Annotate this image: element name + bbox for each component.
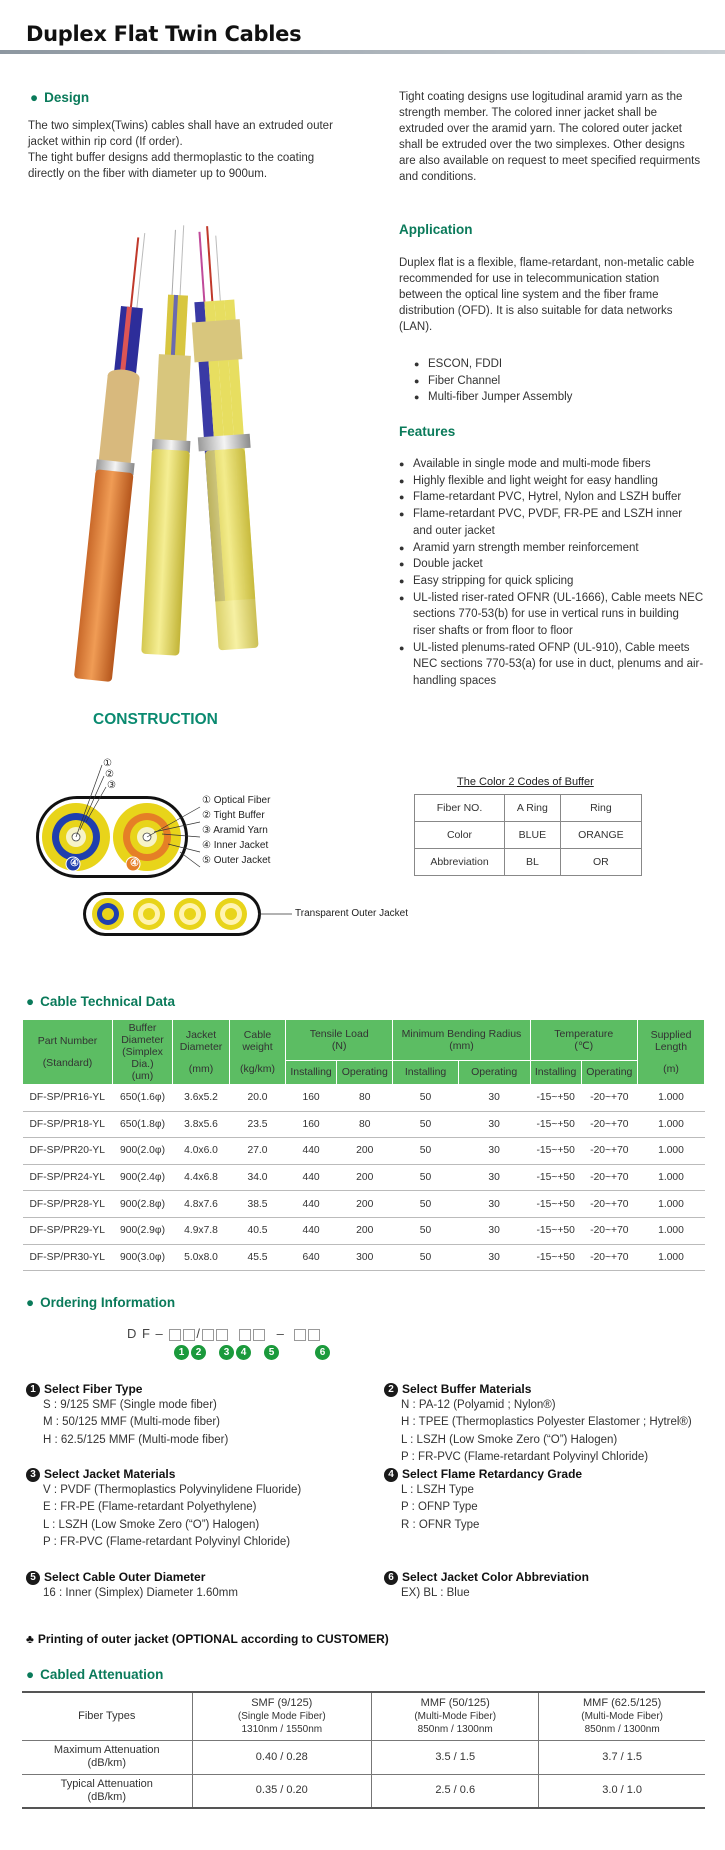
table-cell: 1.000 [638,1244,705,1271]
table-cell: DF-SP/PR28-YL [23,1191,113,1218]
page-title: Duplex Flat Twin Cables [26,22,302,46]
table-cell: 30 [458,1217,530,1244]
table-cell: -15~+50 [530,1138,581,1165]
order-option: R : OFNR Type [401,1518,480,1531]
att-row-label [22,1740,192,1774]
table-cell: 50 [393,1244,458,1271]
table-cell: 30 [458,1085,530,1112]
order-option: P : FR-PVC (Flame-retardant Polyvinyl Chloride) [401,1451,649,1464]
order-option: M : 50/125 MMF (Multi-mode fiber) [43,1416,221,1429]
table-cell: 80 [337,1085,393,1112]
table-cell: 4.4x6.8 [173,1164,230,1191]
tech-table-body [23,1085,705,1271]
construction-labels [202,793,270,868]
table-cell: 440 [286,1191,337,1218]
table-cell: 50 [393,1085,458,1112]
feature-item: ● Flame-retardant PVC, Hytrel, Nylon and LSZH buffer [399,489,704,506]
table-cell: 30 [458,1138,530,1165]
codes-cell: Ring [560,795,641,822]
col-jacket: Jacket Diameter (mm) [173,1020,230,1085]
ordering-heading: ● Ordering Information [26,1295,176,1310]
att-row [22,1774,705,1808]
table-cell: -15~+50 [530,1111,581,1138]
table-cell: 4.8x7.6 [173,1191,230,1218]
construction-label: ④ Inner Jacket [202,840,269,851]
table-cell: 1.000 [638,1111,705,1138]
club-icon: ♣ [26,1632,34,1646]
att-value: 3.5 / 1.5 [372,1740,539,1774]
application-item: ● ESCON, FDDI [414,356,704,373]
feature-item: ● Double jacket [399,556,704,573]
construction-label: ③ Aramid Yarn [202,825,268,836]
table-cell: 20.0 [230,1085,286,1112]
table-cell: -20~+70 [581,1085,637,1112]
table-cell: 50 [393,1191,458,1218]
order-option: S : 9/125 SMF (Single mode fiber) [43,1398,217,1411]
att-col-mmf625 [539,1692,705,1740]
codes-cell: OR [560,849,641,876]
att-col-smf [192,1692,372,1740]
att-value: 3.7 / 1.5 [539,1740,705,1774]
order-group-title-text: Select Jacket Color Abbreviation [402,1570,589,1584]
table-cell: 80 [337,1111,393,1138]
table-cell: 50 [393,1217,458,1244]
construction-label: ⑤ Outer Jacket [202,855,271,866]
order-group-flame [384,1467,719,1534]
table-cell: 30 [458,1164,530,1191]
att-value: 0.40 / 0.28 [192,1740,372,1774]
att-fiber-types: Fiber Types [22,1692,192,1740]
order-group-title [26,1382,366,1397]
marker-1: ① [103,758,112,769]
table-cell: 200 [337,1138,393,1165]
order-group-title [384,1382,719,1397]
table-row [23,1217,705,1244]
table-cell: 640 [286,1244,337,1271]
order-group-title [384,1467,719,1482]
table-cell: DF-SP/PR24-YL [23,1164,113,1191]
att-col-line: SMF (9/125) [251,1696,313,1709]
order-option: EX) BL : Blue [401,1586,470,1599]
table-cell: 200 [337,1217,393,1244]
att-col-line: 850nm / 1300nm [584,1723,660,1735]
order-num-badge: 4 [384,1468,398,1482]
tech-heading: ● Cable Technical Data [26,994,175,1009]
table-cell: DF-SP/PR29-YL [23,1217,113,1244]
table-cell: 440 [286,1138,337,1165]
order-option: E : FR-PE (Flame-retardant Polyethylene) [43,1501,257,1514]
table-cell: DF-SP/PR30-YL [23,1244,113,1271]
att-row-label-1: Maximum Attenuation [53,1744,160,1756]
table-cell: -15~+50 [530,1191,581,1218]
table-cell: 1.000 [638,1138,705,1165]
color-codes-title: The Color 2 Codes of Buffer [457,776,594,788]
table-cell: 4.9x7.8 [173,1217,230,1244]
att-row-label-1: Typical Attenuation [60,1777,153,1790]
design-paragraph-2: The tight buffer designs add thermoplastic to the coating directly on the fiber with diameter up to 900um. [28,152,315,180]
table-cell: -20~+70 [581,1111,637,1138]
table-cell: 50 [393,1111,458,1138]
sub-operating: Operating [458,1060,530,1084]
table-cell: 900(2.8φ) [113,1191,173,1218]
marker-4-left: ④ [70,858,79,869]
codes-row [415,849,642,876]
design-heading: ● Design [30,90,90,105]
construction-label: ② Tight Buffer [202,810,265,821]
table-cell: -15~+50 [530,1085,581,1112]
construction-label: ① Optical Fiber [202,795,271,806]
order-option: 16 : Inner (Simplex) Diameter 1.60mm [43,1586,238,1599]
table-cell: 3.6x5.2 [173,1085,230,1112]
table-cell: 1.000 [638,1164,705,1191]
col-weight: Cable weight (kg/km) [230,1020,286,1085]
att-col-mmf50 [372,1692,539,1740]
design-text [28,118,333,182]
printing-note: ♣ Printing of outer jacket (OPTIONAL according to CUSTOMER) [26,1632,389,1646]
col-temp: Temperature (℃) [530,1020,637,1061]
order-num-2: 2 [191,1344,206,1360]
feature-item: ● Aramid yarn strength member reinforcement [399,540,704,557]
table-cell: 23.5 [230,1111,286,1138]
table-cell: 27.0 [230,1138,286,1165]
order-num-6: 6 [315,1344,330,1360]
att-body [22,1740,705,1808]
table-cell: 1.000 [638,1085,705,1112]
codes-cell: A Ring [505,795,561,822]
codes-row [415,822,642,849]
order-num-badge: 6 [384,1571,398,1585]
color-codes-table [414,794,642,876]
table-row [23,1085,705,1112]
feature-item: ● UL-listed riser-rated OFNR (UL-1666), Cable meets NEC sections 770-53(b) for use in vertical runs in building riser shafts or from floor to floor [399,590,704,640]
feature-item: ● UL-listed plenums-rated OFNP (UL-910), Cable meets NEC sections 770-53(a) for use in duct, plenums and air-handling spaces [399,640,704,690]
col-supplied: Supplied Length (m) [638,1020,705,1085]
sub-operating: Operating [337,1060,393,1084]
feature-item: ● Highly flexible and light weight for easy handling [399,473,704,490]
table-cell: -20~+70 [581,1217,637,1244]
att-col-line: MMF (50/125) [420,1696,490,1709]
codes-cell: ORANGE [560,822,641,849]
features-heading: Features [399,424,456,439]
table-cell: 38.5 [230,1191,286,1218]
att-col-line: (Multi-Mode Fiber) [581,1710,663,1722]
order-group-title [26,1467,366,1482]
order-group-fiber-type [26,1382,366,1449]
order-option: P : OFNP Type [401,1501,478,1514]
table-cell: 1.000 [638,1191,705,1218]
order-group-buffer [384,1382,719,1467]
table-row [23,1138,705,1165]
sub-operating: Operating [581,1060,637,1084]
table-cell: DF-SP/PR18-YL [23,1111,113,1138]
table-cell: 440 [286,1164,337,1191]
order-num-badge: 3 [26,1468,40,1482]
attenuation-heading: ● Cabled Attenuation [26,1667,164,1682]
codes-cell: Color [415,822,505,849]
order-group-color [384,1570,719,1602]
table-cell: 45.5 [230,1244,286,1271]
features-list [399,456,704,690]
table-cell: 160 [286,1085,337,1112]
table-cell: 900(3.0φ) [113,1244,173,1271]
order-group-title [26,1570,366,1585]
table-cell: -20~+70 [581,1191,637,1218]
table-cell: 30 [458,1244,530,1271]
order-group-title-text: Select Flame Retardancy Grade [402,1467,583,1481]
col-bend: Minimum Bending Radius (mm) [393,1020,530,1061]
title-rule [0,50,725,54]
attenuation-table [22,1691,705,1809]
table-cell: -20~+70 [581,1138,637,1165]
col-buffer: Buffer Diameter (Simplex Dia.) (um) [113,1020,173,1085]
att-value: 0.35 / 0.20 [192,1774,372,1808]
codes-cell: BLUE [505,822,561,849]
table-cell: 40.5 [230,1217,286,1244]
table-row [23,1164,705,1191]
table-cell: 3.8x5.6 [173,1111,230,1138]
table-cell: 50 [393,1138,458,1165]
feature-item: ● Flame-retardant PVC, PVDF, FR-PE and LSZH inner and outer jacket [399,506,704,539]
order-code: D F – / – [127,1326,321,1341]
application-heading: Application [399,222,473,237]
order-group-title-text: Select Jacket Materials [44,1467,176,1481]
att-col-line: 850nm / 1300nm [417,1723,493,1735]
order-num-badge: 2 [384,1383,398,1397]
marker-3: ③ [107,780,116,791]
att-value: 2.5 / 0.6 [372,1774,539,1808]
table-row [23,1244,705,1271]
application-item: ● Fiber Channel [414,373,704,390]
sub-installing: Installing [530,1060,581,1084]
order-option: L : LSZH (Low Smoke Zero (“O”) Halogen) [401,1433,618,1446]
marker-2: ② [105,769,114,780]
table-cell: 900(2.4φ) [113,1164,173,1191]
construction-heading: CONSTRUCTION [93,711,218,728]
att-col-line: (Multi-Mode Fiber) [414,1710,497,1722]
table-cell: 440 [286,1217,337,1244]
att-row-label [22,1774,192,1808]
codes-cell: Abbreviation [415,849,505,876]
att-col-line: (Single Mode Fiber) [237,1710,326,1722]
table-cell: 160 [286,1111,337,1138]
order-num-badge: 1 [26,1383,40,1397]
marker-4-right: ④ [130,858,139,869]
table-cell: 200 [337,1164,393,1191]
table-cell: 900(2.9φ) [113,1217,173,1244]
order-group-title-text: Select Fiber Type [44,1382,143,1396]
codes-cell: Fiber NO. [415,795,505,822]
table-cell: DF-SP/PR20-YL [23,1138,113,1165]
tech-table [22,1019,705,1271]
table-cell: 900(2.0φ) [113,1138,173,1165]
table-cell: 50 [393,1164,458,1191]
transparent-jacket-label: Transparent Outer Jacket [295,908,409,919]
table-cell: 1.000 [638,1217,705,1244]
table-cell: 200 [337,1191,393,1218]
design-paragraph-1: The two simplex(Twins) cables shall have an extruded outer jacket within rip cord (If order). [28,120,333,148]
order-group-diameter [26,1570,366,1602]
order-group-title-text: Select Cable Outer Diameter [44,1570,206,1584]
order-option: H : TPEE (Thermoplastics Polyester Elastomer ; Hytrel®) [401,1416,692,1429]
table-cell: 34.0 [230,1164,286,1191]
order-option: V : PVDF (Thermoplastics Polyvinylidene Fluoride) [43,1483,302,1496]
table-cell: 650(1.8φ) [113,1111,173,1138]
table-cell: 30 [458,1111,530,1138]
order-option: P : FR-PVC (Flame-retardant Polyvinyl Chloride) [43,1536,291,1549]
table-cell: -15~+50 [530,1244,581,1271]
table-cell: -20~+70 [581,1244,637,1271]
table-cell: 300 [337,1244,393,1271]
table-cell: 30 [458,1191,530,1218]
order-num-1: 1 [174,1344,189,1360]
att-value: 3.0 / 1.0 [539,1774,705,1808]
order-group-title [384,1570,719,1585]
sub-installing: Installing [286,1060,337,1084]
codes-cell: BL [505,849,561,876]
application-item: ● Multi-fiber Jumper Assembly [414,389,704,406]
order-group-jacket [26,1467,366,1552]
col-tensile: Tensile Load (N) [286,1020,393,1061]
att-col-line: MMF (62.5/125) [583,1696,662,1709]
att-row-label-2: (dB/km) [87,1757,126,1769]
order-num-5: 5 [264,1344,279,1360]
order-num-3: 3 [219,1344,234,1360]
att-col-line: 1310nm / 1550nm [241,1723,323,1735]
table-cell: -20~+70 [581,1164,637,1191]
order-option: L : LSZH Type [401,1483,474,1496]
table-cell: 5.0x8.0 [173,1244,230,1271]
order-option: H : 62.5/125 MMF (Multi-mode fiber) [43,1433,229,1446]
codes-row [415,795,642,822]
table-cell: DF-SP/PR16-YL [23,1085,113,1112]
intro-text: Tight coating designs use logitudinal aramid yarn as the strength member. The colored inner jacket shall be extruded over the aramid yarn. The colored outer jacket shall be extruded over the two simplexes. Other designs are also available on request to meet specified requirments and conditions. [399,91,701,183]
table-cell: -15~+50 [530,1164,581,1191]
table-cell: 650(1.6φ) [113,1085,173,1112]
table-row [23,1191,705,1218]
order-num-4: 4 [236,1344,251,1360]
table-cell: 4.0x6.0 [173,1138,230,1165]
cable-illustration [60,225,300,690]
application-list [414,356,704,406]
order-option: N : PA-12 (Polyamid ; Nylon®) [401,1398,556,1411]
feature-item: ● Available in single mode and multi-mode fibers [399,456,704,473]
att-row-label-2: (dB/km) [87,1790,126,1803]
application-text: Duplex flat is a flexible, flame-retardant, non-metalic cable recommended for use in telecommunication station between the optical line system and the fiber frame distribution (OFD). It is also suitable for data networks (LAN). [399,257,695,333]
att-row [22,1740,705,1774]
table-cell: -15~+50 [530,1217,581,1244]
order-option: L : LSZH (Low Smoke Zero (“O”) Halogen) [43,1518,260,1531]
order-num-badge: 5 [26,1571,40,1585]
order-group-title-text: Select Buffer Materials [402,1382,532,1396]
feature-item: ● Easy stripping for quick splicing [399,573,704,590]
col-part: Part Number (Standard) [23,1020,113,1085]
sub-installing: Installing [393,1060,458,1084]
table-row [23,1111,705,1138]
